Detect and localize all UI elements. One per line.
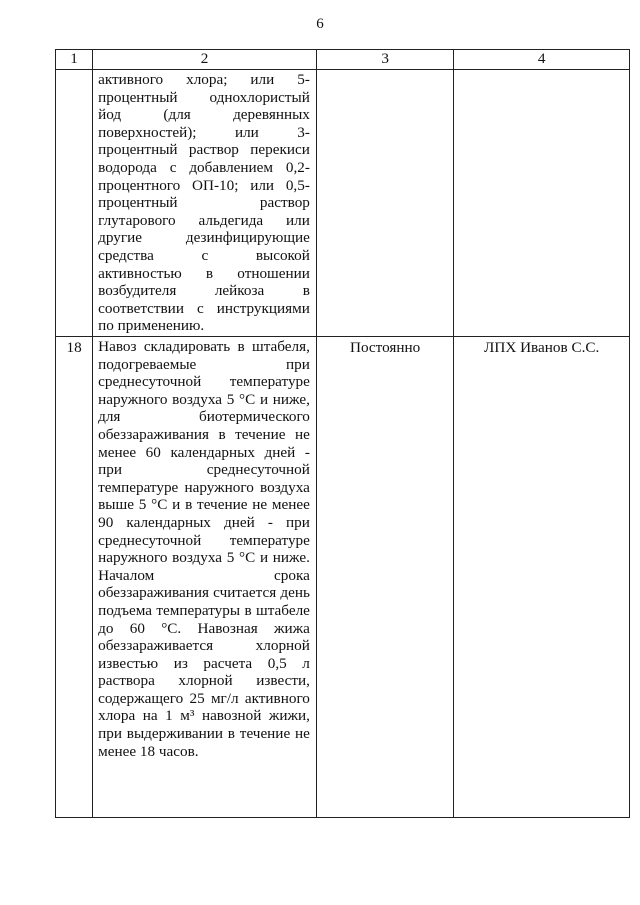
text-line: подъема температуры в штабеле: [98, 601, 310, 619]
text-line: активного хлора; или 5-: [98, 71, 310, 88]
text-line: поверхностей); или 3-: [98, 123, 310, 141]
row-number-cell: [56, 70, 93, 337]
text-line: водорода с добавлением 0,2-: [98, 158, 310, 176]
measure-text-cell: [93, 70, 317, 337]
column-header-4: 4: [454, 50, 630, 70]
text-line: соответствии с инструкциями: [98, 299, 310, 317]
measures-table: [55, 49, 630, 818]
text-line: температуре наружного воздуха: [98, 478, 310, 496]
text-line: подогреваемые при: [98, 355, 310, 373]
text-line: известью из расчета 0,5 л: [98, 654, 310, 672]
column-header-3: 3: [316, 50, 453, 70]
table-header-row: [56, 50, 630, 70]
text-line: обеззараживается хлорной: [98, 637, 310, 655]
table-row: [56, 70, 630, 337]
text-line: среднесуточной температуре: [98, 531, 310, 549]
text-line: по применению.: [98, 317, 205, 335]
text-line: содержащего 25 мг/л активного: [98, 689, 310, 707]
responsible-cell: ЛПХ Иванов С.С.: [454, 337, 630, 818]
row-number-cell: 18: [56, 337, 93, 818]
text-line: обеззараживания считается день: [98, 584, 310, 602]
text-line: наружного воздуха 5 °С и ниже.: [98, 549, 310, 567]
text-line: менее 18 часов.: [98, 742, 199, 760]
text-line: обеззараживания в течение не: [98, 425, 310, 443]
text-line: процентного ОП-10; или 0,5-: [98, 176, 310, 194]
column-header-2: 2: [93, 50, 317, 70]
text-line: йод (для деревянных: [98, 106, 310, 124]
term-cell: [316, 70, 453, 337]
column-header-1: 1: [56, 50, 93, 70]
text-line: выше 5 °С и в течение не менее: [98, 496, 310, 514]
text-line: Навоз складировать в штабеля,: [98, 338, 310, 355]
text-line: процентный раствор перекиси: [98, 141, 310, 159]
text-line: раствора хлорной извести,: [98, 672, 310, 690]
text-line: хлора на 1 м³ навозной жижи,: [98, 707, 310, 725]
text-line: для биотермического: [98, 408, 310, 426]
text-line: глутарового альдегида или: [98, 211, 310, 229]
measure-text-cell: [93, 337, 317, 818]
text-line: процентный однохлористый: [98, 88, 310, 106]
measure-text: [98, 338, 310, 760]
text-line: активностью в отношении: [98, 264, 310, 282]
text-line: Началом срока: [98, 566, 310, 584]
text-line: среднесуточной температуре: [98, 373, 310, 391]
term-cell: Постоянно: [316, 337, 453, 818]
responsible-cell: [454, 70, 630, 337]
text-line: другие дезинфицирующие: [98, 229, 310, 247]
table-row: [56, 337, 630, 818]
text-line: возбудителя лейкоза в: [98, 282, 310, 300]
text-line: наружного воздуха 5 °С и ниже,: [98, 390, 310, 408]
text-line: при выдерживании в течение не: [98, 725, 310, 743]
text-line: при среднесуточной: [98, 461, 310, 479]
page-number: 6: [316, 16, 324, 32]
measure-text: [98, 71, 310, 335]
text-line: средства с высокой: [98, 246, 310, 264]
text-line: до 60 °С. Навозная жижа: [98, 619, 310, 637]
text-line: 90 календарных дней - при: [98, 513, 310, 531]
text-line: процентный раствор: [98, 194, 310, 212]
text-line: менее 60 календарных дней -: [98, 443, 310, 461]
